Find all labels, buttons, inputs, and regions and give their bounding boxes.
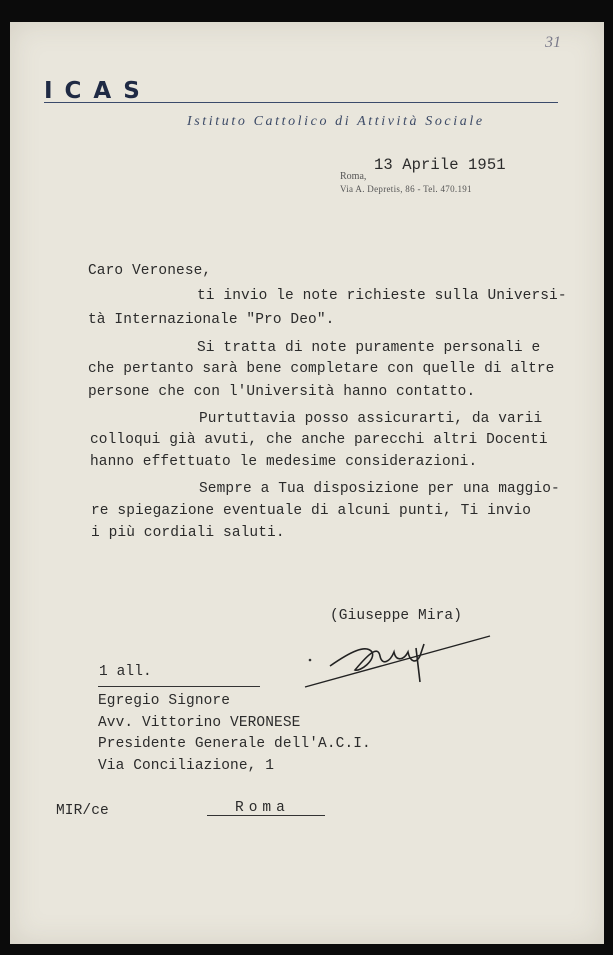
body-line: Sempre a Tua disposizione per una maggio-	[199, 481, 560, 497]
divider	[98, 686, 260, 687]
handwritten-signature	[300, 622, 500, 702]
reference-code: MIR/ce	[56, 803, 109, 819]
destination-city: Roma	[235, 800, 290, 816]
body-line: hanno effettuato le medesime considerazioni.	[90, 454, 478, 470]
letterhead-address: Via A. Depretis, 86 - Tel. 470.191	[340, 184, 472, 194]
body-line: re spiegazione eventuale di alcuni punti, Ti invio	[91, 503, 532, 519]
institute-name: Istituto Cattolico di Attività Sociale	[187, 114, 485, 129]
enclosure-note: 1 all.	[99, 664, 152, 680]
body-line: persone che con l'Università hanno contatto.	[88, 384, 476, 400]
salutation: Caro Veronese,	[88, 263, 212, 279]
letter-date: 13 Aprile 1951	[374, 156, 506, 174]
page-number: 31	[545, 34, 561, 51]
recipient-line: Via Conciliazione, 1	[98, 758, 275, 774]
recipient-line: Egregio Signore	[98, 693, 231, 709]
body-line: che pertanto sarà bene completare con quelle di altre	[88, 361, 555, 377]
letterhead-logo: ICAS	[44, 78, 152, 104]
body-line: colloqui già avuti, che anche parecchi altri Docenti	[90, 432, 548, 448]
letter-page	[10, 22, 604, 944]
recipient-line: Avv. Vittorino VERONESE	[98, 715, 301, 731]
body-line: tà Internazionale "Pro Deo".	[88, 312, 335, 328]
body-line: Purtuttavia posso assicurarti, da varii	[199, 411, 543, 427]
body-line: Si tratta di note puramente personali e	[197, 340, 541, 356]
signatory-name: (Giuseppe Mira)	[330, 608, 463, 624]
body-line: ti invio le note richieste sulla Universi-	[197, 288, 567, 304]
body-line: i più cordiali saluti.	[91, 525, 285, 541]
letterhead-city: Roma,	[340, 171, 367, 182]
recipient-line: Presidente Generale dell'A.C.I.	[98, 736, 371, 752]
destination-underline	[207, 815, 325, 816]
letterhead-rule	[44, 102, 558, 103]
